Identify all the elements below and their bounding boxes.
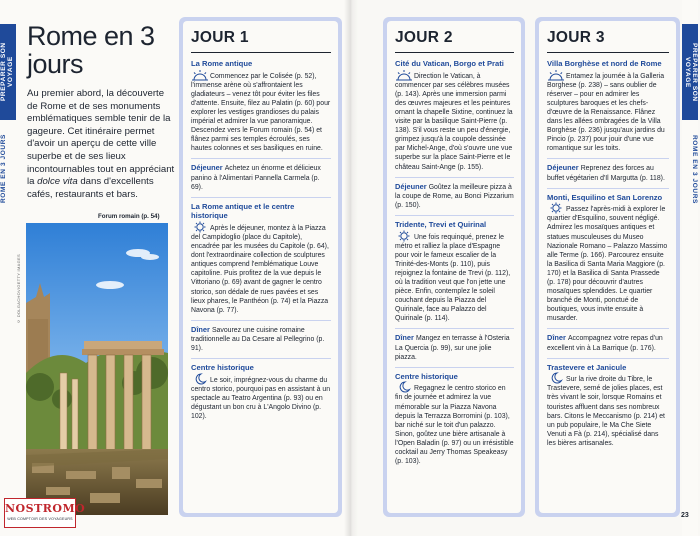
period-text: Passez l'après-midi à explorer le quartier d'Esquilino, souvent négligé. Admirez les mosaïques antiques et statues musculeuses du Museo Nazionale Romano – Palazzo Massimo alle Terme (p. 166). Parcourez ensuite la Basilica di Santa Maria Maggiore (p. 170) et la Basilica di Santa Prassede (p. 178) pour découvrir d'autres mosaïques splendides. Le quartier branché de Monti, ponctué de boutiques, vous invite ensuite à musarder. xyxy=(547,206,668,323)
period-text: Sur la rive droite du Tibre, le Trastevere, semé de jolies places, est très vivant le soir, lorsque Romains et touristes affluent dans ses nombreux bars. Citons le Meccanismo (p. 214) et un pub populaire, le Ma Che Siete Venuti a Fà (p. 214), spécialisé dans les bières artisanales. xyxy=(547,376,665,447)
meal-text: Achetez un énorme et délicieux panino à l'Alimentari Pannella Carmela (p. 69). xyxy=(191,165,321,191)
period-description xyxy=(191,69,331,154)
meal-label: Déjeuner xyxy=(191,163,225,173)
period-heading: Monti, Esquilino et San Lorenzo xyxy=(547,192,663,202)
moon-icon xyxy=(547,372,565,384)
meal-suggestion xyxy=(191,158,331,191)
photo-credit: © DOLGACHOV/GETTY IMAGES xyxy=(16,254,21,324)
meal-suggestion xyxy=(395,177,514,210)
period-description xyxy=(547,69,669,154)
sun-morning-icon xyxy=(395,69,413,81)
book-spine xyxy=(344,0,358,536)
right-tab-subtitle: ROME EN 3 JOURS xyxy=(691,134,698,204)
right-side-tab xyxy=(682,0,698,536)
meal-text: Mangez en terrasse à l'Osteria La Quercia (p. 99), sur une jolie piazza. xyxy=(395,335,510,361)
period-description xyxy=(547,202,669,323)
day-title: JOUR 2 xyxy=(395,29,514,53)
period-description xyxy=(191,373,331,421)
right-tab-section: PRÉPARER SON VOYAGE xyxy=(684,42,698,102)
day-1-box xyxy=(179,17,342,517)
sun-afternoon-icon xyxy=(547,202,565,214)
day-2-box xyxy=(383,17,525,517)
section-divider xyxy=(547,358,669,359)
meal-suggestion xyxy=(547,158,669,182)
period-heading: Centre historique xyxy=(191,363,254,373)
left-tab-subtitle: ROME EN 3 JOURS xyxy=(0,134,7,204)
section-divider xyxy=(395,215,514,216)
day-3-content xyxy=(539,21,676,513)
period-heading: Centre historique xyxy=(395,371,458,381)
period-heading: La Rome antique et le centre historique xyxy=(191,201,295,221)
sun-afternoon-icon xyxy=(191,221,209,233)
period-description xyxy=(395,381,514,466)
section-divider xyxy=(547,188,669,189)
period-text: Le soir, imprégnez-vous du charme du centro storico, pourquoi pas en assistant à un spectacle au Teatro Argentina (p. 93) ou en dégustant un bon cru à L'Angolo Divino (p. 102). xyxy=(191,376,331,421)
section-divider xyxy=(191,197,331,198)
page-number: 23 xyxy=(681,512,689,519)
sun-afternoon-icon xyxy=(395,230,413,242)
page-title: Rome en 3 jours xyxy=(27,21,155,79)
period-text: Une fois requinqué, prenez le métro et ralliez la place d'Espagne pour voir le fameux escalier de la Trinité-des-Monts (p. 110), puis rejoignez la fontaine de Trevi (p. 112), où la tradition veut que l'on jette une pièce. Enfin, contemplez le soleil couchant depuis la Piazza del Quirinale, face au Palazzo del Quirinale (p. 114). xyxy=(395,233,511,323)
meal-label: Déjeuner xyxy=(395,181,429,191)
period-text: Regagnez le centro storico en fin de journée et admirez la vue mémorable sur la Piazza Navona depuis la Terrazza Borromini (p. 103), bar niché sur le toit d'un palazzo. Sinon, goûtez une bière artisanale à l'Open Baladin (p. 97) ou un irrésistible cocktail au Jerry Thomas Speakeasy (p. 103). xyxy=(395,385,514,466)
photo-caption: Forum romain (p. 54) xyxy=(98,213,160,220)
meal-label: Déjeuner xyxy=(547,163,581,173)
sun-morning-icon xyxy=(191,69,209,81)
forum-photo-illustration xyxy=(26,223,168,515)
period-heading: La Rome antique xyxy=(191,59,253,68)
nostromo-logo xyxy=(4,498,86,528)
period-text: Direction le Vatican, à commencer par ses célèbres musées (p. 143). Après une immersion parmi des œuvres majeures et les peintures ornant la chapelle Sixtine, continuez la visite par la basilique Saint-Pierre (p. 138). S'il vous reste un peu d'énergie, grimpez jusqu'à la coupole dessinée par Michel-Ange, d'où s'ouvre une vue superbe sur la place Saint-Pierre et le château Saint-Ange (p. 155). xyxy=(395,72,513,171)
meal-label: Dîner xyxy=(547,333,568,343)
meal-text: Savourez une cuisine romaine traditionnelle au Da Cesare al Pellegrino (p. 91). xyxy=(191,326,325,353)
period-description xyxy=(395,69,514,172)
period-description xyxy=(191,221,331,315)
period-heading: Cité du Vatican, Borgo et Prati xyxy=(395,59,504,68)
period-heading: Tridente, Trevi et Quirinal xyxy=(395,219,487,229)
intro-text: Au premier abord, la découverte de Rome et de ses monuments emblématiques semble tenir de la gageure. Cet itinéraire permet d'avoir un aperçu de cette ville superbe et de ses lieux incontournables tout en appréciant la xyxy=(27,88,175,188)
day-1-content xyxy=(183,21,338,513)
intro-emphasis: dolce vita xyxy=(37,176,78,188)
intro-text-end: dans d'excellents cafés, restaurants et bars. xyxy=(27,176,154,200)
logo-name: NOSTROMO xyxy=(5,502,86,515)
logo-tagline: WEB COMPTOIR DES VOYAGEURS xyxy=(7,517,73,521)
period-description xyxy=(547,372,669,448)
section-divider xyxy=(395,367,514,368)
sun-morning-icon xyxy=(547,69,565,81)
forum-photo xyxy=(26,223,168,515)
day-2-content xyxy=(387,21,521,513)
left-tab-section: PRÉPARER SON VOYAGE xyxy=(0,42,14,102)
period-heading: Villa Borghèse et nord de Rome xyxy=(547,59,662,68)
meal-text: Accompagnez votre repas d'un excellent vin à La Barrique (p. 176). xyxy=(547,335,663,352)
meal-text: Goûtez la meilleure pizza à la coupe de Rome, au Bonci Pizzarium (p. 150). xyxy=(395,183,514,209)
period-description xyxy=(395,230,514,324)
day-title: JOUR 1 xyxy=(191,29,331,53)
day-title: JOUR 3 xyxy=(547,29,669,53)
intro-paragraph xyxy=(27,88,175,201)
moon-icon xyxy=(191,373,209,385)
period-text: Après le déjeuner, montez à la Piazza del Campidoglio (place du Capitole), encadrée par les musées du Capitole (p. 64), dont l'extraordinaire collection de sculptures antiques comprend l'emblématique Louve capitoline. Puis profitez de la vue depuis le Vittoriano (p. 69) avant de gagner le centro storico, son dédale de rues pavées et ses lieux phares, le Panthéon (p. 74) et la Piazza Navona (p. 77). xyxy=(191,224,329,314)
left-side-tab xyxy=(0,0,16,536)
period-text: Entamez la journée à la Galleria Borghese (p. 238) – sans oublier de réserver – pour en admirer les sculptures baroques et les chefs-d'œuvre de la Renaissance. Flânez dans les allées ombragées de la Villa Borghèse (p. 236) jusqu'aux jardins du Pincio (p. 237) pour jouir d'une vue romantique sur les toits. xyxy=(547,72,665,153)
moon-icon xyxy=(395,381,413,393)
meal-label: Dîner xyxy=(191,324,212,334)
meal-suggestion xyxy=(191,320,331,353)
meal-suggestion xyxy=(547,328,669,352)
meal-label: Dîner xyxy=(395,333,416,343)
meal-suggestion xyxy=(395,328,514,361)
day-3-box xyxy=(535,17,680,517)
meal-text: Reprenez des forces au buffet végétarien d'Il Margutta (p. 118). xyxy=(547,165,665,182)
period-text: Commencez par le Colisée (p. 52), l'immense arène où s'affrontaient les gladiateurs – venez tôt pour éviter les files d'attente. Ensuite, filez au Palatin (p. 60) pour explorer les vestiges grandioses du palais impérial et admirer la vue panoramique. Descendez vers le Forum romain (p. 54) et flânez parmi ses temples écroulés, ses hautes colonnes et ses basiliques en ruine. xyxy=(191,72,331,153)
section-divider xyxy=(191,358,331,359)
period-heading: Trastevere et Janicule xyxy=(547,362,627,372)
